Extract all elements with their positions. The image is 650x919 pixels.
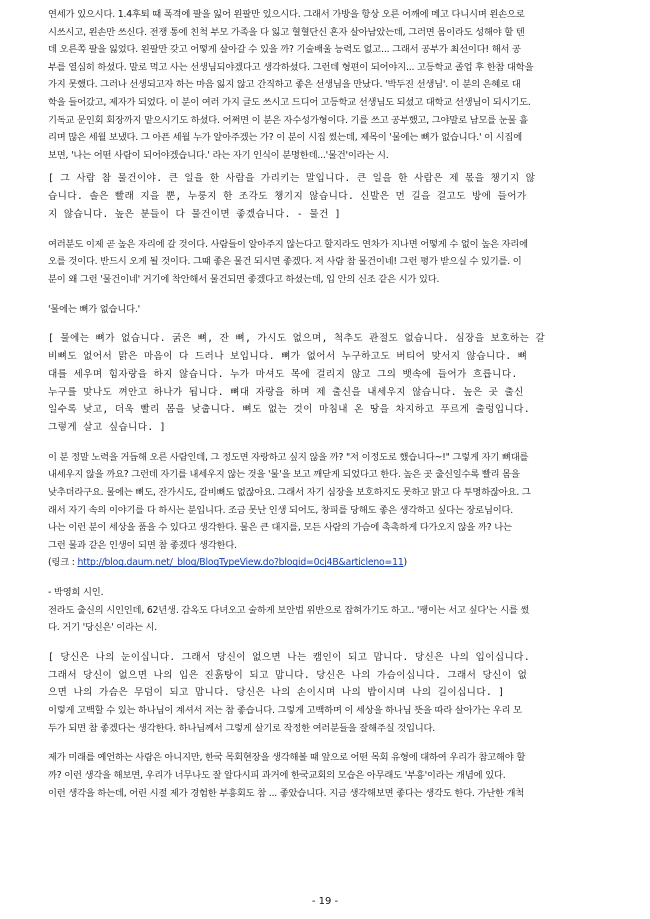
poem-quote-mulgeon bbox=[48, 170, 626, 223]
text-line: 두가 되면 참 좋겠다는 생각한다. 하나님께서 그렇게 살기로 작정한 여러분들을 잘해주실 것입니다. bbox=[48, 722, 436, 734]
text-line: 나는 이런 분이 세상을 품을 수 있다고 생각한다. 물은 큰 대지를, 모든 사람의 가슴에 촉촉하게 다가오지 않을 까? 나는 bbox=[48, 522, 512, 534]
poem-quote-you bbox=[48, 649, 626, 702]
quote-line: 으면 나의 가슴은 무덤이 되고 맙니다. 당신은 나의 손이시며 나의 밥이시며 나의 길이십니다. ] bbox=[48, 687, 505, 699]
poem-title: '물에는 뼈가 없습니다.' bbox=[48, 303, 141, 315]
quote-line: 대를 세우며 힘자랑을 하지 않습니다. 누가 마셔도 목에 걸리지 않고 그의 뱃속에 들어가 흐릅니다. bbox=[48, 368, 518, 380]
poem-quote-water bbox=[48, 330, 626, 437]
text-line: 이런 생각을 하는데, 어린 시절 제가 경험한 부흥회도 참 ... 좋았습니다. 지금 생각해보면 좋다는 생각도 한다. 가난한 개척 bbox=[48, 787, 525, 799]
text-line: 다. 거기 '당신은' 이라는 시. bbox=[48, 622, 158, 634]
text-line: 분이 왜 그런 '물건이네' 거기에 착안해서 물건되면 좋겠다고 하셨는데, 입 안의 신조 같은 시가 있다. bbox=[48, 273, 440, 285]
text-line: 연세가 있으시다. 1.4후퇴 때 폭격에 팔을 잃어 왼팔만 있으시다. 그래서 가방을 항상 오른 어깨에 메고 다니시며 왼손으로 bbox=[48, 9, 525, 20]
quote-line: 일수록 낮고, 더욱 빨리 몸을 낮춥니다. 뼈도 없는 것이 마침내 온 땅을 차지하고 푸르게 출렁입니다. bbox=[48, 404, 531, 416]
text-line: 리며 많은 세월 보냈다. 그 아픈 세월 누가 알아주겠는 가? 이 분이 시집 썼는데, 제목이 '물에는 뼈가 없습니다.' 이 시집에 bbox=[48, 132, 522, 144]
paragraph-confession bbox=[48, 702, 626, 737]
text-line: 보면, '나는 어떤 사람이 되어야겠습니다.' 라는 자기 인식이 분명한데...'물건'이라는 시. bbox=[48, 149, 389, 161]
text-line: 오를 것이다. 반드시 오게 될 것이다. 그때 좋은 물건 되시면 좋겠다. 저 사람 참 물건이네! 그런 평가 받으실 수 있기를. 이 bbox=[48, 256, 522, 268]
quote-line: 누구를 맞나도 껴안고 하나가 됩니다. 뼈대 자랑을 하며 제 출신을 내세우지 않습니다. 높은 곳 출신 bbox=[48, 386, 524, 398]
text-line: 이렇게 고백할 수 있는 하나님이 계셔서 저는 참 좋습니다. 그렇게 고백하며 이 세상을 하나님 뜻을 따라 살아가는 우리 모 bbox=[48, 705, 522, 717]
text-line: 가지 못했다. 그러나 선생되고자 하는 마음 잃지 않고 간직하고 좋은 선생님을 만났다. '박두진 선생님'. 이 분의 은혜로 대 bbox=[48, 79, 521, 91]
text-line: 학을 들어갔고, 제자가 되었다. 이 분이 여러 가지 글도 쓰시고 드디어 고등학교 선생님도 되셨고 대학교 선생님이 되시기도. bbox=[48, 96, 531, 108]
quote-line: [ 당신은 나의 눈이십니다. 그래서 당신이 없으면 나는 캠인이 되고 맙니다. 당신은 나의 입이십니다. bbox=[48, 651, 531, 663]
quote-line: 그래서 당신이 없으면 나의 입은 진흙탕이 되고 맙니다. 당신은 나의 가슴이십니다. 그래서 당신이 없 bbox=[48, 669, 528, 681]
link-close: ) bbox=[403, 557, 407, 569]
paragraph-poet-intro bbox=[48, 584, 626, 637]
text-line: 부를 열심히 하셨다. 말로 먹고 사는 선생님되야겠다고 생각하셨다. 그런데 형편이 되어야지... 고등학교 졸업 후 한참 대학을 bbox=[48, 61, 534, 73]
quote-line: 그렇게 살고 싶습니다. ] bbox=[48, 422, 166, 434]
page-number: - 19 - bbox=[311, 896, 339, 907]
text-line: 까? 이런 생각을 해보면, 우리가 너무나도 잘 알다시피 과거에 한국교회의 모습은 아무래도 '부흥'이라는 개념에 있다. bbox=[48, 770, 506, 781]
blog-link[interactable]: http://blog.daum.net/_blog/BlogTypeView.do?blogid=0cj4B&articleno=11 bbox=[77, 557, 404, 569]
paragraph-future bbox=[48, 749, 626, 802]
text-line: 낮추더라구요. 물에는 뼈도, 잔가시도, 갈비뼈도 없잖아요. 그래서 자기 심장을 보호하지도 못하고 맑고 다 투명하잖아요. 그 bbox=[48, 487, 531, 499]
text-line: 시쓰시고, 왼손만 쓰신다. 전쟁 통에 친척 부모 가족을 다 잃고 혈혈단신 혼자 살아남았는데, 그러면 몸이라도 성해야 할 텐 bbox=[48, 26, 525, 38]
quote-line: 습니다. 솔은 빨래 지을 뿐, 누룽지 한 조각도 챙기지 않습니다. 신발은 먼 길을 걸고도 방에 들어가 bbox=[48, 191, 527, 203]
document-page bbox=[48, 6, 626, 911]
text-line: 데 오른쪽 팔을 잃었다. 왼팔만 갖고 어떻게 살아갈 수 있을 까? 기술배울 능력도 없고... 그래서 공부가 최선이다! 해서 공 bbox=[48, 44, 521, 56]
paragraph-biography bbox=[48, 6, 626, 164]
text-line: 래서 자기 속의 이야기를 다 하시는 분입니다. 조금 못난 인생 되어도, 창피를 당해도 좋은 생각하고 싶다는 장로님이다. bbox=[48, 504, 514, 516]
quote-line: [ 물에는 뼈가 없습니다. 굵은 뼈, 잔 뼈, 가시도 없으며, 척추도 관절도 없습니다. 심장을 보호하는 갈 bbox=[48, 333, 546, 345]
text-line: 제가 미래를 예언하는 사람은 아니지만, 한국 목회현장을 생각해볼 때 앞으로 어떤 목회 유형에 대하여 우리가 참고해야 할 bbox=[48, 752, 526, 764]
text-line: 내세우지 않을 까요? 그런데 자기를 내세우지 않는 것을 '물'을 보고 깨닫게 되었다고 한다. 높은 곳 출신일수록 빨리 몸을 bbox=[48, 469, 520, 481]
text-line: - 박영희 시인. bbox=[48, 587, 104, 599]
text-line: 전라도 출신의 시인인데, 62년생. 감옥도 다녀오고 술하게 보안법 위반으로 잡혀가기도 하고.. '팽이는 서고 싶다'는 시를 썼 bbox=[48, 604, 530, 616]
link-line bbox=[48, 554, 626, 572]
text-line: 이 분 정말 노력을 거듭해 오른 사람인데, 그 정도면 자랑하고 싶지 않을 까? "저 이정도로 했습니다~!" 그렇게 자기 뼈대를 bbox=[48, 451, 529, 463]
quote-line: [ 그 사람 참 물건이야. 큰 일을 한 사람을 가리키는 말입니다. 큰 일을 한 사람은 제 몫을 챙기지 않 bbox=[48, 173, 536, 185]
quote-line: 비뼈도 없어서 맑은 마음이 다 드러나 보입니다. 뼈가 없어서 누구하고도 버티어 맞서지 않습니다. 뼈 bbox=[48, 350, 528, 362]
link-label: (링크 : bbox=[48, 557, 78, 569]
text-line: 기독교 문인회 회장까지 맡으시기도 하셨다. 어쩌면 이 분은 자수성가형이다. 기를 쓰고 공부했고, 그야말로 남모를 눈물 흘 bbox=[48, 114, 528, 126]
text-line: 그런 물과 같은 인생이 되면 참 좋겠다 생각한다. bbox=[48, 539, 237, 551]
paragraph-reflection bbox=[48, 236, 626, 289]
quote-line: 지 않습니다. 높은 분들이 다 물건이면 좋겠습니다. - 물건 ] bbox=[48, 208, 341, 220]
text-line: 여러분도 이제 곧 높은 자리에 갈 것이다. 사람들이 알아주지 않는다고 할지라도 연차가 지나면 어떻게 수 없이 높은 자리에 bbox=[48, 238, 528, 250]
paragraph-commentary bbox=[48, 449, 626, 572]
